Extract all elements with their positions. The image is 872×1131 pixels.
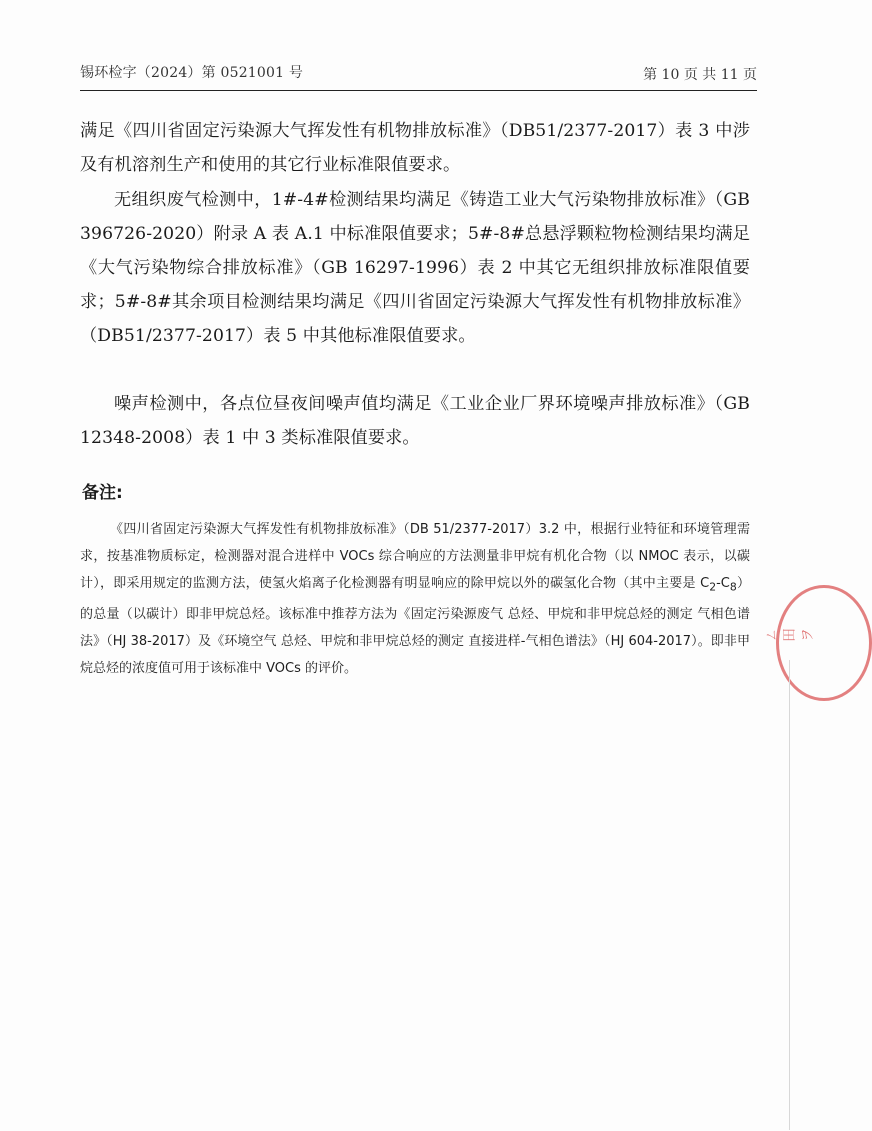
notes-text-part2: ）的总量（以碳计）即非甲烷总烃。该标准中推荐方法为《固定污染源废气 总烃、甲烷和非甲烷总烃的测定 气相色谱法》（HJ 38-2017）及《环境空气 总烃、甲烷和非甲烷总烃的测定 直接进样-气相色谱法》（HJ 604-2017）。即非甲烷总烃的浓度值可用于该标准中 VOCs 的评价。 bbox=[80, 576, 750, 676]
notes-text bbox=[80, 516, 750, 682]
notes-text-part1: 《四川省固定污染源大气挥发性有机物排放标准》（DB 51/2377-2017）3.2 中，根据行业特征和环境管理需求，按基准物质标定，检测器对混合进样中 VOCs 综合响应的方法测量非甲烷有机化合物（以 NMOC 表示，以碳计），即采用规定的监测方法，使氢火焰离子化检测器有明显响应的除甲烷以外的碳氢化合物（其中主要是 C bbox=[80, 522, 750, 591]
notes-title: 备注: bbox=[82, 483, 123, 503]
document-number: 锡环检字（2024）第 0521001 号 bbox=[80, 65, 304, 81]
page-indicator: 第 10 页 共 11 页 bbox=[643, 67, 757, 83]
seal-glyph: ㄥ田ヲ bbox=[764, 628, 816, 642]
paragraph-noise: 噪声检测中，各点位昼夜间噪声值均满足《工业企业厂界环境噪声排放标准》（GB 12348-2008）表 1 中 3 类标准限值要求。 bbox=[80, 394, 750, 448]
page-header bbox=[80, 52, 757, 91]
notes-dash: -C bbox=[716, 576, 730, 591]
subscript-8: 8 bbox=[729, 580, 737, 594]
paragraph-fugitive-gas: 无组织废气检测中，1#-4#检测结果均满足《铸造工业大气污染物排放标准》（GB 396726-2020）附录 A 表 A.1 中标准限值要求；5#-8#总悬浮颗粒物检测结果均满足《大气污染物综合排放标准》（GB 16297-1996）表 2 中其它无组织排放标准限值要求；5#-8#其余项目检测结果均满足《四川省固定污染源大气挥发性有机物排放标准》（DB51/2377-2017）表 5 中其他标准限值要求。 bbox=[80, 190, 750, 346]
seal-ring bbox=[776, 585, 872, 701]
scan-edge-line bbox=[789, 660, 790, 1130]
subscript-2: 2 bbox=[709, 580, 717, 594]
paragraph-exhaust-conclusion: 满足《四川省固定污染源大气挥发性有机物排放标准》（DB51/2377-2017）表 3 中涉及有机溶剂生产和使用的其它行业标准限值要求。 bbox=[80, 121, 750, 175]
seal-stamp bbox=[764, 585, 816, 695]
